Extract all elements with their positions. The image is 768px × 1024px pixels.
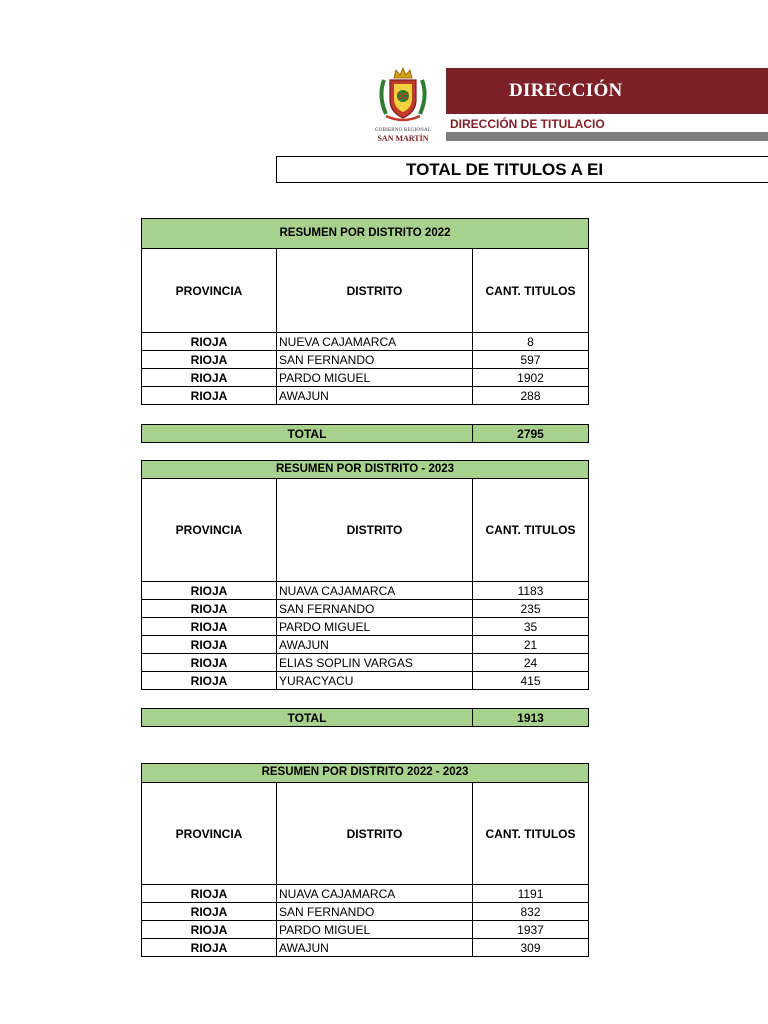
cell-provincia: RIOJA xyxy=(142,351,277,369)
cell-distrito: PARDO MIGUEL xyxy=(277,921,473,939)
cell-cantidad: 1191 xyxy=(473,885,589,903)
direction-banner xyxy=(446,68,768,142)
cell-distrito: AWAJUN xyxy=(277,939,473,957)
cell-provincia: RIOJA xyxy=(142,636,277,654)
cell-provincia: RIOJA xyxy=(142,654,277,672)
cell-distrito: NUAVA CAJAMARCA xyxy=(277,582,473,600)
total-label: TOTAL xyxy=(142,425,473,443)
cell-provincia: RIOJA xyxy=(142,333,277,351)
summary-table-2022-2023 xyxy=(141,763,589,957)
table-row xyxy=(142,582,589,600)
table-title: RESUMEN POR DISTRITO 2022 - 2023 xyxy=(142,764,589,783)
column-header-cantidad: CANT. TITULOS xyxy=(473,249,589,333)
cell-provincia: RIOJA xyxy=(142,921,277,939)
table-row xyxy=(142,636,589,654)
coat-of-arms-icon xyxy=(378,66,428,126)
cell-cantidad: 35 xyxy=(473,618,589,636)
cell-provincia: RIOJA xyxy=(142,369,277,387)
column-header-provincia: PROVINCIA xyxy=(142,249,277,333)
cell-provincia: RIOJA xyxy=(142,939,277,957)
column-header-distrito: DISTRITO xyxy=(277,783,473,885)
cell-distrito: AWAJUN xyxy=(277,636,473,654)
cell-cantidad: 288 xyxy=(473,387,589,405)
cell-distrito: AWAJUN xyxy=(277,387,473,405)
summary-table-2022 xyxy=(141,218,589,405)
cell-cantidad: 597 xyxy=(473,351,589,369)
table-row xyxy=(142,618,589,636)
table-row xyxy=(142,903,589,921)
cell-distrito: PARDO MIGUEL xyxy=(277,369,473,387)
logo-caption-top: GOBIERNO REGIONAL xyxy=(374,128,432,133)
cell-provincia: RIOJA xyxy=(142,387,277,405)
banner-maroon-band xyxy=(446,68,768,114)
cell-distrito: SAN FERNANDO xyxy=(277,903,473,921)
cell-provincia: RIOJA xyxy=(142,582,277,600)
total-value: 1913 xyxy=(473,709,589,727)
cell-distrito: ELIAS SOPLIN VARGAS xyxy=(277,654,473,672)
regional-government-logo xyxy=(372,66,434,144)
cell-cantidad: 8 xyxy=(473,333,589,351)
table-row xyxy=(142,672,589,690)
table-row xyxy=(142,351,589,369)
page-title: TOTAL DE TITULOS A EI xyxy=(406,160,604,179)
cell-distrito: NUAVA CAJAMARCA xyxy=(277,885,473,903)
table-row xyxy=(142,885,589,903)
cell-provincia: RIOJA xyxy=(142,600,277,618)
main-title-box xyxy=(276,156,768,183)
cell-cantidad: 832 xyxy=(473,903,589,921)
logo-caption-region: SAN MARTÍN xyxy=(377,134,429,143)
cell-distrito: PARDO MIGUEL xyxy=(277,618,473,636)
cell-cantidad: 24 xyxy=(473,654,589,672)
table-row xyxy=(142,333,589,351)
cell-provincia: RIOJA xyxy=(142,672,277,690)
cell-cantidad: 235 xyxy=(473,600,589,618)
cell-provincia: RIOJA xyxy=(142,618,277,636)
banner-title: DIRECCIÓN xyxy=(509,80,623,101)
table-row xyxy=(142,369,589,387)
total-label: TOTAL xyxy=(142,709,473,727)
banner-subtitle: DIRECCIÓN DE TITULACIO xyxy=(450,117,605,131)
table-row xyxy=(142,921,589,939)
cell-provincia: RIOJA xyxy=(142,903,277,921)
table-title: RESUMEN POR DISTRITO - 2023 xyxy=(142,461,589,479)
table-row xyxy=(142,387,589,405)
table-row xyxy=(142,600,589,618)
table-title: RESUMEN POR DISTRITO 2022 xyxy=(142,219,589,249)
cell-cantidad: 415 xyxy=(473,672,589,690)
cell-distrito: SAN FERNANDO xyxy=(277,600,473,618)
column-header-provincia: PROVINCIA xyxy=(142,479,277,582)
cell-cantidad: 1183 xyxy=(473,582,589,600)
banner-gray-bar xyxy=(446,132,768,141)
column-header-provincia: PROVINCIA xyxy=(142,783,277,885)
column-header-distrito: DISTRITO xyxy=(277,479,473,582)
cell-distrito: YURACYACU xyxy=(277,672,473,690)
cell-cantidad: 1937 xyxy=(473,921,589,939)
column-header-distrito: DISTRITO xyxy=(277,249,473,333)
table-row xyxy=(142,939,589,957)
cell-cantidad: 1902 xyxy=(473,369,589,387)
table-row xyxy=(142,654,589,672)
total-value: 2795 xyxy=(473,425,589,443)
cell-distrito: SAN FERNANDO xyxy=(277,351,473,369)
cell-cantidad: 21 xyxy=(473,636,589,654)
total-table-2023 xyxy=(141,708,589,727)
cell-provincia: RIOJA xyxy=(142,885,277,903)
column-header-cantidad: CANT. TITULOS xyxy=(473,479,589,582)
cell-distrito: NUEVA CAJAMARCA xyxy=(277,333,473,351)
column-header-cantidad: CANT. TITULOS xyxy=(473,783,589,885)
total-table-2022 xyxy=(141,424,589,443)
summary-table-2023 xyxy=(141,460,589,690)
cell-cantidad: 309 xyxy=(473,939,589,957)
